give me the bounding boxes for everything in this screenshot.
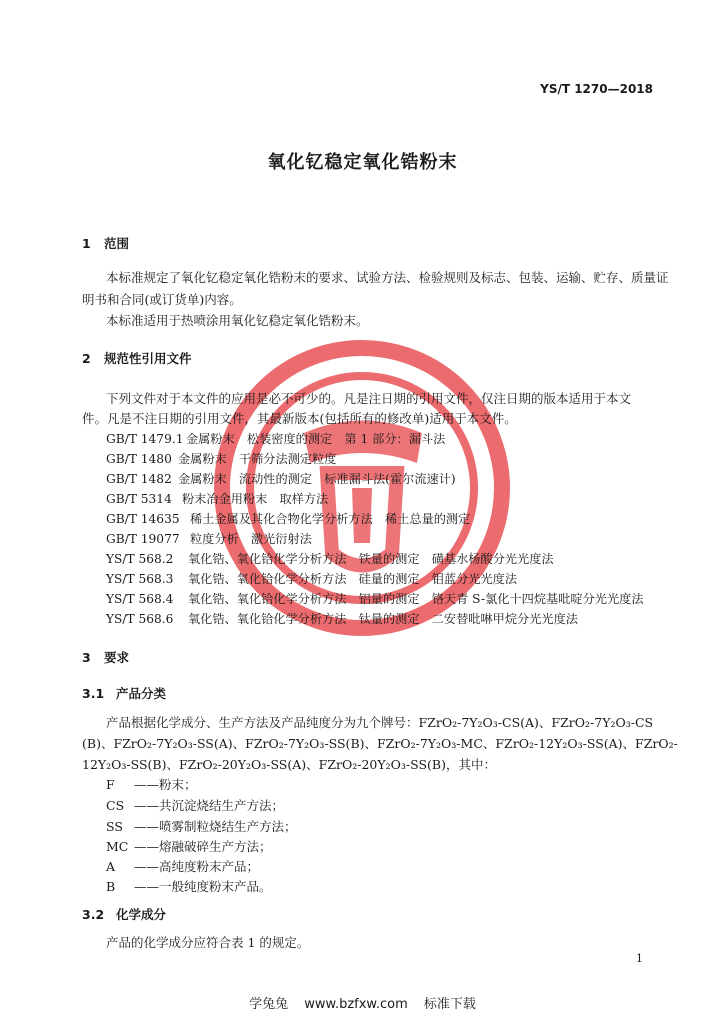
section-1-paragraph-1: 本标准规定了氧化钇稳定氧化锆粉末的要求、试验方法、检验规则及标志、包装、运输、贮存、质量证 bbox=[106, 270, 669, 285]
definition-item: F ——粉末； bbox=[106, 777, 197, 792]
section-1-heading: 1 范围 bbox=[82, 236, 130, 251]
reference-item: YS/T 568.3 氧化锆、氧化铪化学分析方法 硅量的测定 钼蓝分光光度法 bbox=[106, 572, 518, 586]
reference-item: GB/T 14635 稀土金属及其化合物化学分析方法 稀土总量的测定 bbox=[106, 512, 471, 526]
section-3-heading: 3 要求 bbox=[82, 650, 130, 665]
section-1-paragraph-2: 本标准适用于热喷涂用氧化钇稳定氧化锆粉末。 bbox=[106, 313, 369, 328]
reference-item: YS/T 568.4 氧化锆、氧化铪化学分析方法 铝量的测定 铬天青 S-氯化十四烷基吡啶分光光度法 bbox=[106, 592, 644, 606]
definition-item: A ——高纯度粉末产品； bbox=[106, 859, 260, 874]
section-3-1-line-1: 产品根据化学成分、生产方法及产品纯度分为九个牌号：FZrO₂-7Y₂O₃-CS(A)、FZrO₂-7Y₂O₃-CS bbox=[106, 715, 654, 730]
page-number: 1 bbox=[636, 952, 643, 965]
footer-slogan[interactable]: 标准下载 bbox=[423, 997, 476, 1012]
reference-item: GB/T 1479.1 金属粉末 松装密度的测定 第 1 部分：漏斗法 bbox=[106, 432, 446, 446]
definition-item: B ——一般纯度粉末产品。 bbox=[106, 879, 272, 894]
reference-item: GB/T 19077 粒度分析 激光衍射法 bbox=[106, 532, 312, 546]
section-3-1-line-2: (B)、FZrO₂-7Y₂O₃-SS(A)、FZrO₂-7Y₂O₃-SS(B)、FZrO₂-7Y₂O₃-MC、FZrO₂-12Y₂O₃-SS(A)、FZrO₂- bbox=[82, 736, 678, 751]
footer-site-name[interactable]: 学兔兔 bbox=[249, 997, 289, 1012]
doc-code: YS/T 1270—2018 bbox=[540, 82, 653, 96]
section-3-1-heading: 3.1 产品分类 bbox=[82, 686, 167, 701]
page-title: 氧化钇稳定氧化锆粉末 bbox=[267, 152, 458, 173]
section-2-paragraph-1-cont: 件。凡是不注日期的引用文件，其最新版本(包括所有的修改单)适用于本文件。 bbox=[82, 411, 517, 426]
section-1-paragraph-1-cont: 明书和合同(或订货单)内容。 bbox=[82, 292, 242, 307]
reference-item: GB/T 1480 金属粉末 干筛分法测定粒度 bbox=[106, 452, 337, 466]
reference-item: YS/T 568.2 氧化锆、氧化铪化学分析方法 铁量的测定 磺基水杨酸分光光度法 bbox=[106, 552, 554, 566]
section-3-2-paragraph: 产品的化学成分应符合表 1 的规定。 bbox=[106, 935, 310, 950]
definition-item: MC ——熔融破碎生产方法； bbox=[106, 839, 272, 854]
section-2-paragraph-1: 下列文件对于本文件的应用是必不可少的。凡是注日期的引用文件，仅注日期的版本适用于本文 bbox=[106, 391, 632, 406]
reference-item: GB/T 1482 金属粉末 流动性的测定 标准漏斗法(霍尔流速计) bbox=[106, 472, 456, 486]
section-3-1-line-3: 12Y₂O₃-SS(B)、FZrO₂-20Y₂O₃-SS(A)、FZrO₂-20Y₂O₃-SS(B)，其中： bbox=[82, 757, 496, 772]
reference-item: GB/T 5314 粉末冶金用粉末 取样方法 bbox=[106, 492, 329, 506]
definition-item: CS ——共沉淀烧结生产方法； bbox=[106, 798, 285, 813]
footer-banner bbox=[0, 993, 725, 1012]
section-3-2-heading: 3.2 化学成分 bbox=[82, 907, 167, 922]
definition-item: SS ——喷雾制粒烧结生产方法； bbox=[106, 819, 297, 834]
reference-item: YS/T 568.6 氧化锆、氧化铪化学分析方法 钛量的测定 二安替吡啉甲烷分光光度法 bbox=[106, 612, 578, 626]
section-2-heading: 2 规范性引用文件 bbox=[82, 351, 192, 366]
footer-url[interactable]: www.bzfxw.com bbox=[304, 997, 408, 1012]
